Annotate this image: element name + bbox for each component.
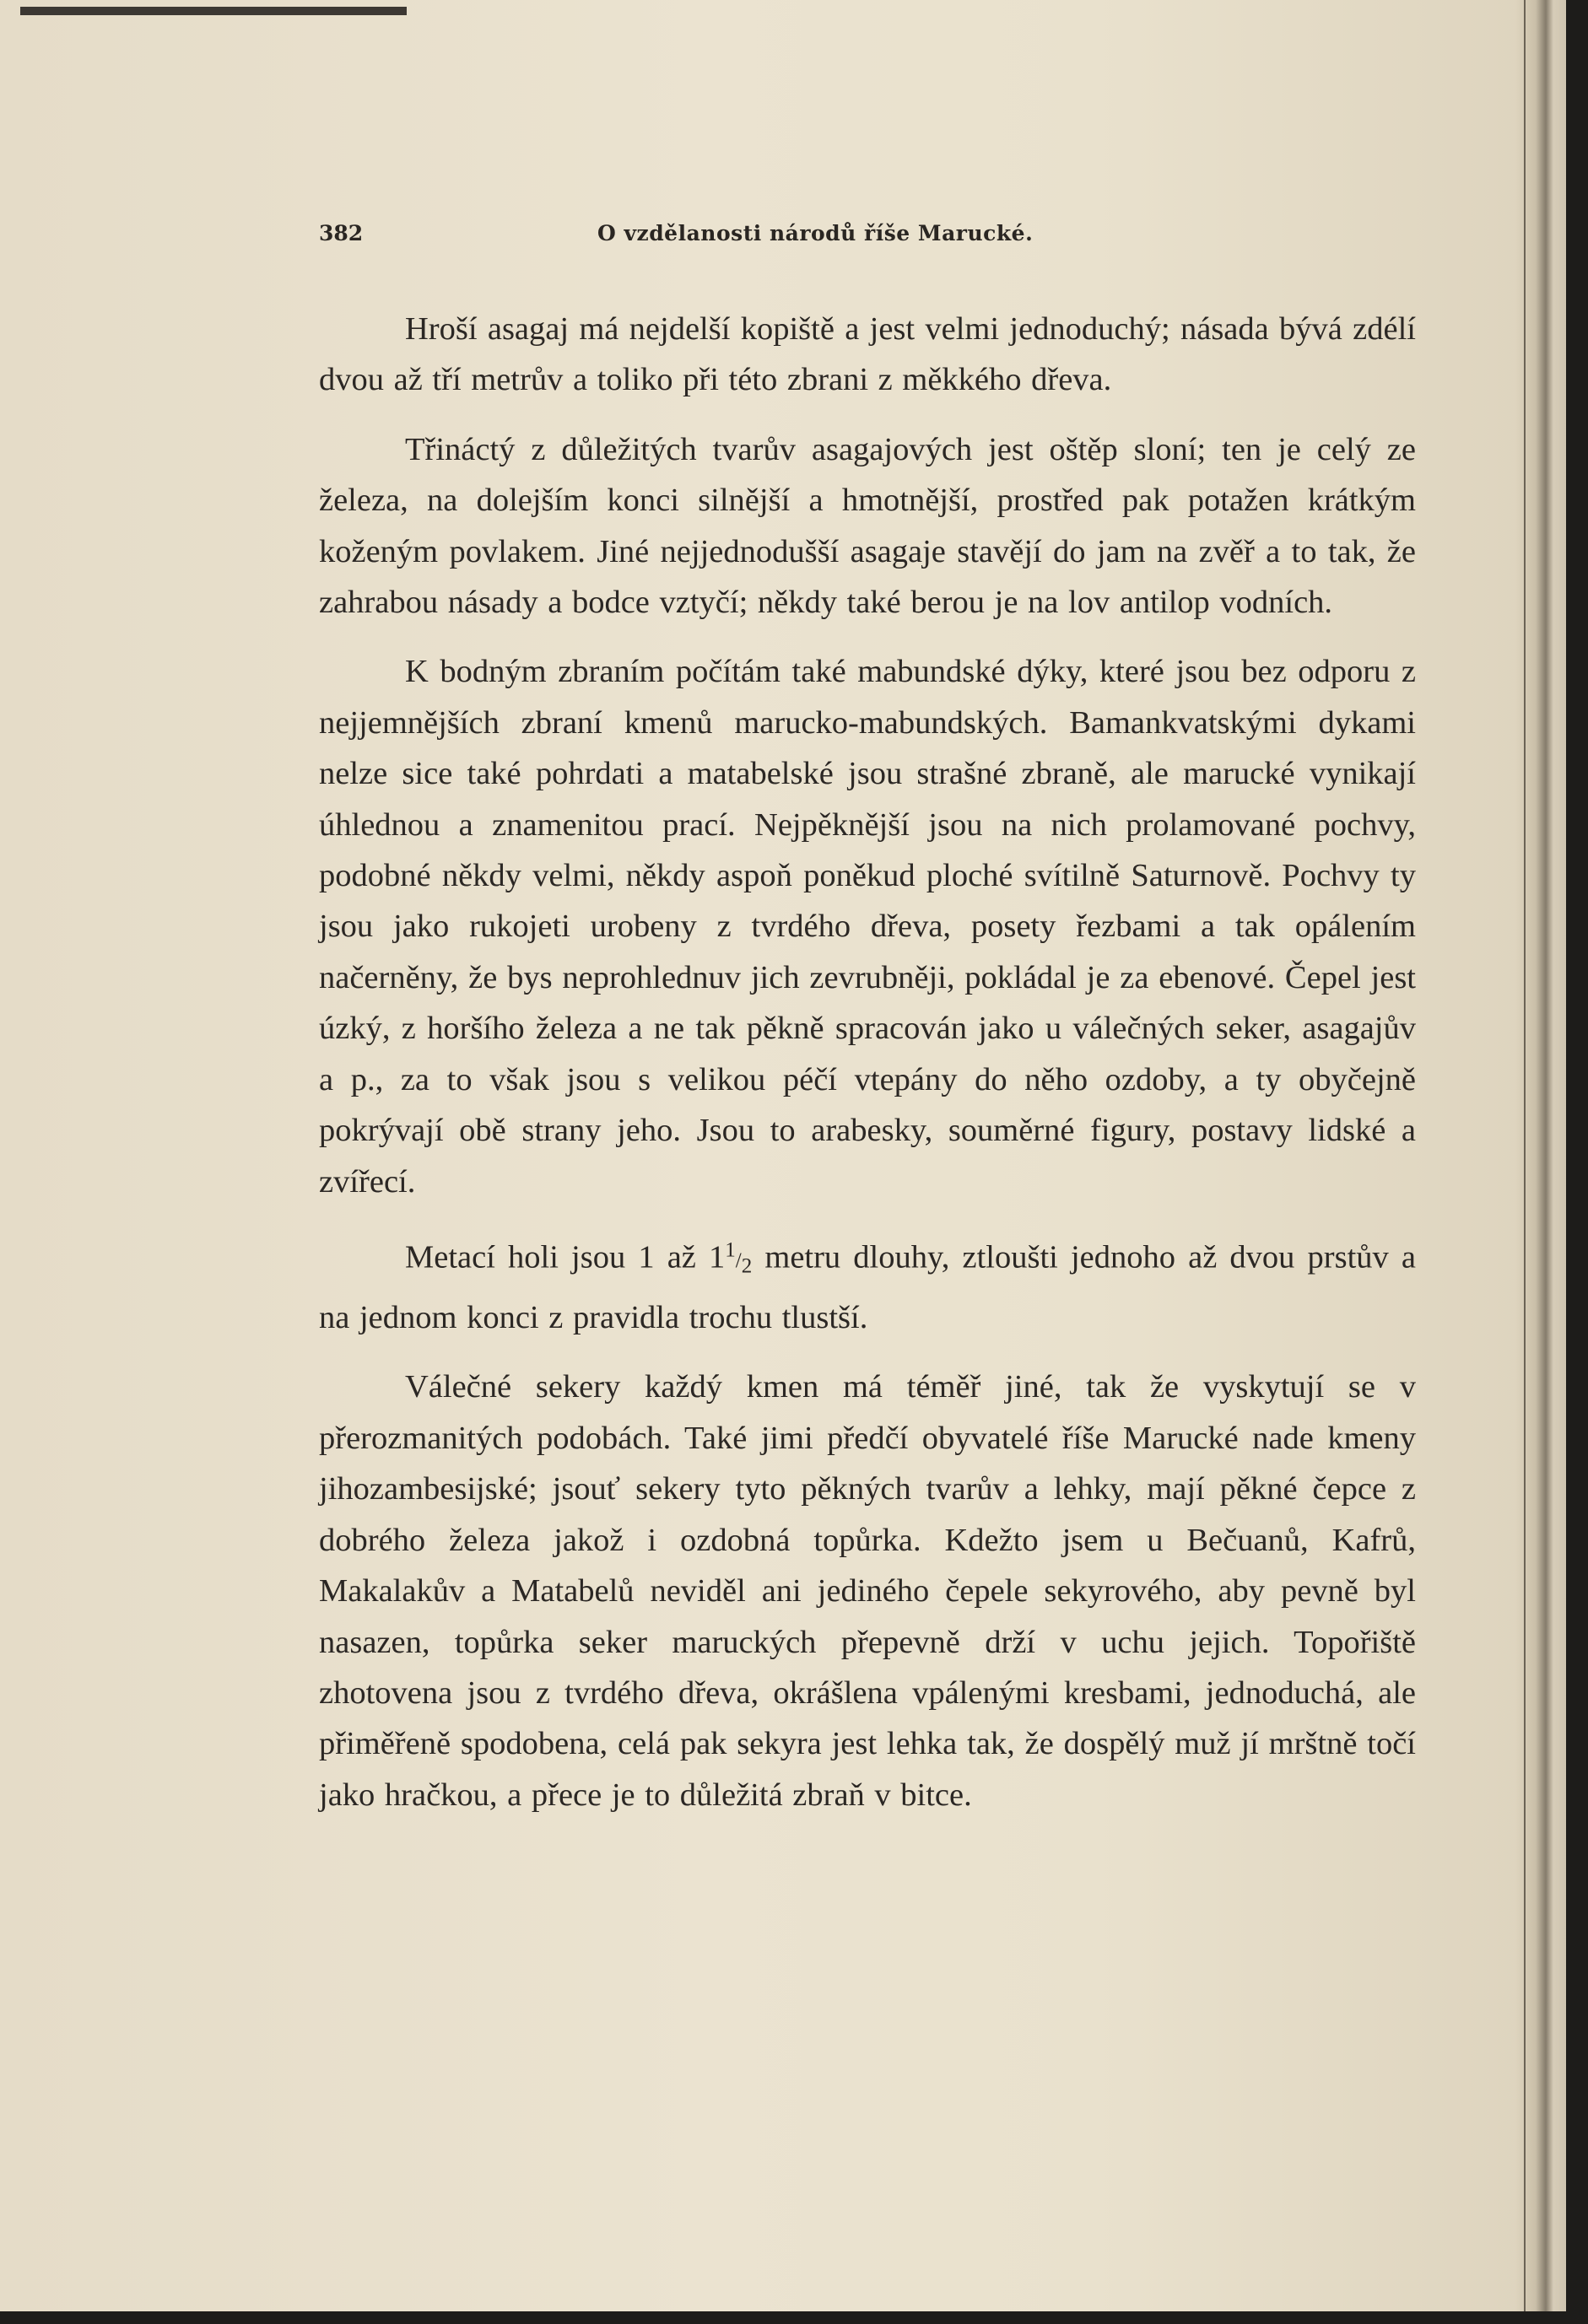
paragraph-2: Třináctý z důležitých tvarův asagajových jest oštěp sloní; ten je celý ze železa, na dolejším konci silnější a hmotnější, prostřed pak potažen krátkým koženým povlakem. Jiné nejjednodušší asagaje stavějí do jam na zvěř a to tak, že zahrabou násady a bodce vztyčí; někdy také berou je na lov antilop vodních.: [319, 431, 1416, 621]
running-head: [319, 221, 1112, 255]
page-fold-line: [1524, 0, 1526, 2311]
page-number: 382: [319, 221, 364, 245]
fraction-denominator: 2: [741, 1254, 753, 1278]
paragraph-1: Hroší asagaj má nejdelší kopiště a jest velmi jednoduchý; násada bývá zdélí dvou až tří metrův a toliko při této zbrani z měkkého dřeva.: [319, 311, 1416, 398]
paragraph-3: K bodným zbraním počítám také mabundské dýky, které jsou bez odporu z nejjemnějších zbraní kmenů marucko-mabundských. Bamankvatskými dykami nelze sice také pohrdati a matabelské jsou strašné zbraně, ale marucké vynikají úhlednou a znamenitou prací. Nejpěknější jsou na nich prolamované pochvy, podobné někdy velmi, někdy aspoň poněkud ploché svítilně Saturnově. Pochvy ty jsou jako rukojeti urobeny z tvrdého dřeva, posety řezbami a tak opálením načerněny, že bys neprohlednuv jich zevrubněji, pokládal je za ebenové. Čepel jest úzký, z horšího železa a ne tak pěkně spracován jako u válečných seker, asagajův a p., za to však jsou s velikou péčí vtepány do něho ozdoby, a ty obyčejně pokrývají obě strany jeho. Jsou to arabesky, souměrné figury, postavy lidské a zvířecí.: [319, 654, 1416, 1200]
page-header-title: O vzdělanosti národů říše Marucké.: [597, 221, 1034, 245]
paragraph-4-text-after: metru dlouhy, ztloušti jednoho až dvou prstův a na jednom konci z pravidla trochu tlustší.: [319, 1239, 1417, 1336]
paragraph-5: Válečné sekery každý kmen má téměř jiné, tak že vyskytují se v přerozmanitých podobách. Také jimi předčí obyvatelé říše Marucké nade kmeny jihozambesijské; jsouť sekery tyto pěkných tvarův a lehky, mají pěkné čepce z dobrého železa jakož i ozdobná topůrka. Kdežto jsem u Bečuanů, Kafrů, Makalakův a Matabelů neviděl ani jediného čepele sekyrového, aby pevně byl nasazen, topůrka seker maruckých přepevně drží v uchu jejich. Topořiště zhotovena jsou z tvrdého dřeva, okrášlena vpálenými kresbami, jednoduchá, ale přiměřeně spodobena, celá pak sekyra jest lehka tak, že dospělý muž jí mrštně točí jako hračkou, a přece je to důležitá zbraň v bitce.: [319, 1369, 1416, 1813]
paragraph-4-text-before: Metací holi jsou 1 až 1: [405, 1239, 726, 1275]
fraction-one-half: 1/2: [725, 1238, 753, 1278]
page-gutter-shadow: [1515, 0, 1566, 2311]
body-text: [319, 304, 1416, 1839]
top-edge-rule: [20, 7, 407, 15]
fraction-numerator: 1: [725, 1238, 736, 1262]
paragraph-4: [319, 1226, 1416, 1344]
